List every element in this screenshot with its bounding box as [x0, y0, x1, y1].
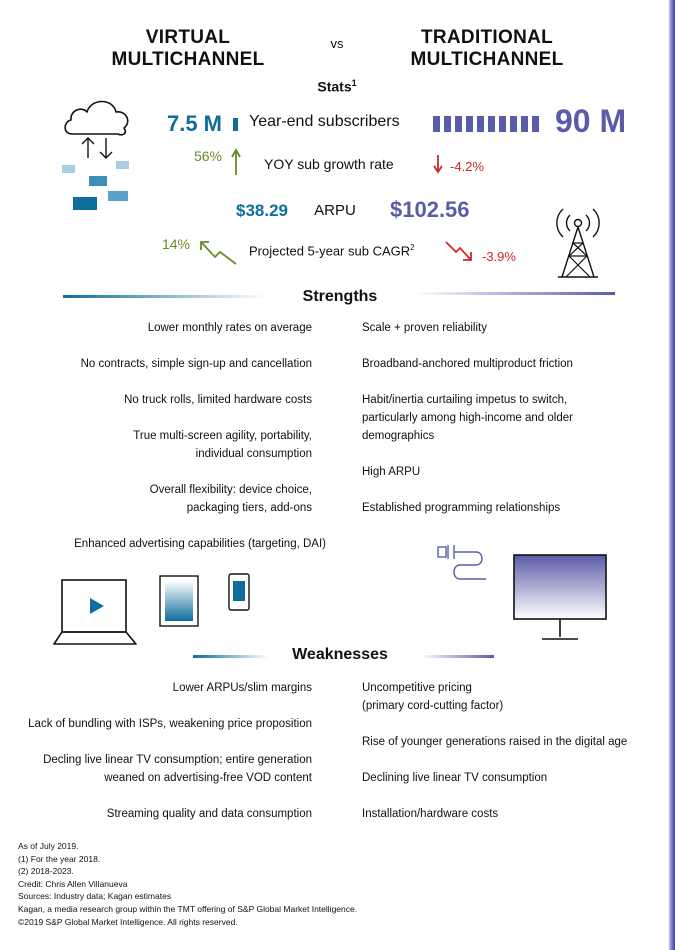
- right-edge-stripe: [668, 0, 675, 950]
- strength-virtual-5-line2: packaging tiers, add-ons: [186, 502, 312, 514]
- zigzag-up-arrow-icon: [198, 238, 238, 266]
- stats-title-text: Stats: [317, 78, 352, 95]
- strength-traditional-4: [362, 463, 420, 481]
- footer-line-4: Credit: Chris Allen Villanueva: [18, 878, 128, 889]
- down-arrow-icon: [432, 154, 444, 174]
- strength-virtual-3-line: No truck rolls, limited hardware costs: [124, 394, 312, 406]
- strengths-left-rule: [63, 295, 267, 298]
- strength-virtual-1-line: Lower monthly rates on average: [147, 322, 312, 334]
- virtual-heading-line1: VIRTUAL: [145, 27, 231, 48]
- virtual-heading: [88, 27, 288, 71]
- virtual-heading-line2: MULTICHANNEL: [111, 49, 265, 70]
- strength-virtual-1: [148, 319, 312, 337]
- traditional-heading-line1: TRADITIONAL: [420, 27, 554, 48]
- weaknesses-left-rule: [193, 655, 269, 658]
- strength-virtual-4: [133, 427, 312, 463]
- strength-traditional-3-line2: particularly among high-income and older: [362, 412, 573, 424]
- weakness-virtual-3-line2: weaned on advertising-free VOD content: [104, 772, 312, 784]
- weakness-traditional-3-line: Declining live linear TV consumption: [362, 772, 548, 784]
- strength-traditional-5: [362, 499, 560, 517]
- weakness-traditional-2-line: Rise of younger generations raised in the digital age: [362, 736, 628, 748]
- strength-traditional-4-line: High ARPU: [362, 466, 421, 478]
- weakness-traditional-4-line: Installation/hardware costs: [362, 808, 499, 820]
- strength-traditional-1-line: Scale + proven reliability: [362, 322, 487, 334]
- weakness-traditional-3: [362, 769, 547, 787]
- strength-traditional-5-line: Established programming relationships: [362, 502, 561, 514]
- growth-label: YOY sub growth rate: [264, 156, 394, 172]
- weakness-virtual-2-line: Lack of bundling with ISPs, weakening price proposition: [28, 718, 312, 730]
- weakness-traditional-1-line2: (primary cord-cutting factor): [362, 700, 504, 712]
- upload-download-arrows-icon: [82, 138, 112, 158]
- strength-traditional-3: [362, 391, 573, 445]
- cagr-label-text: Projected 5-year sub CAGR: [249, 243, 411, 259]
- strength-virtual-5: [150, 481, 312, 517]
- strength-virtual-5-line1: Overall flexibility: device choice,: [149, 484, 312, 496]
- weaknesses-right-rule: [420, 655, 494, 658]
- traditional-arpu: $102.56: [390, 197, 470, 222]
- strength-virtual-2: [81, 355, 312, 373]
- weakness-traditional-4: [362, 805, 498, 823]
- tv-monitor-icon: [512, 553, 608, 643]
- footer-line-7: ©2019 S&P Global Market Intelligence. All rights reserved.: [18, 916, 238, 927]
- virtual-subscribers: 7.5 M: [166, 111, 222, 136]
- strength-traditional-3-line3: demographics: [362, 430, 435, 442]
- strength-virtual-4-line1: True multi-screen agility, portability,: [133, 430, 312, 442]
- weakness-virtual-1: [173, 679, 312, 697]
- tablet-icon: [159, 575, 199, 627]
- weakness-traditional-2: [362, 733, 627, 751]
- strength-virtual-3: [124, 391, 312, 409]
- virtual-subscriber-bar: [233, 118, 238, 131]
- footer-line-3: (2) 2018-2023.: [18, 866, 74, 877]
- smartphone-icon: [228, 573, 250, 611]
- up-arrow-icon: [230, 148, 242, 176]
- footer-notes: [18, 840, 357, 928]
- zigzag-down-arrow-icon: [444, 240, 474, 264]
- arpu-label: ARPU: [314, 202, 356, 219]
- traditional-heading-line2: MULTICHANNEL: [410, 49, 564, 70]
- weakness-virtual-3-line1: Decling live linear TV consumption; entire generation: [43, 754, 312, 766]
- cagr-label: [249, 243, 415, 258]
- weakness-traditional-1: [362, 679, 503, 715]
- stats-title: [287, 78, 387, 95]
- laptop-play-icon: [52, 578, 144, 648]
- strength-virtual-6-line: Enhanced advertising capabilities (targeting, DAI): [74, 538, 326, 550]
- vs-label: vs: [330, 36, 344, 51]
- weakness-traditional-1-line1: Uncompetitive pricing: [362, 682, 472, 694]
- footer-line-5: Sources: Industry data; Kagan estimates: [18, 891, 172, 902]
- weakness-virtual-3: [43, 751, 312, 787]
- virtual-cagr: 14%: [161, 236, 190, 252]
- stats-title-footnote: 1: [351, 78, 357, 88]
- traditional-cagr: -3.9%: [482, 249, 516, 264]
- weakness-virtual-4: [107, 805, 312, 823]
- strength-traditional-2: [362, 355, 573, 373]
- cloud-icon: [58, 92, 138, 217]
- traditional-subscribers: 90 M: [555, 103, 627, 139]
- footer-line-1: As of July 2019.: [18, 841, 79, 851]
- pixel-blocks-icon: [62, 161, 129, 210]
- strength-traditional-1: [362, 319, 487, 337]
- strength-traditional-2-line: Broadband-anchored multiproduct friction: [362, 358, 573, 370]
- strength-traditional-3-line1: Habit/inertia curtailing impetus to switch,: [362, 394, 568, 406]
- cagr-label-footnote: 2: [410, 243, 415, 252]
- virtual-growth: 56%: [193, 148, 222, 164]
- weakness-virtual-2: [28, 715, 312, 733]
- virtual-arpu: $38.29: [236, 201, 288, 220]
- footer-line-6: Kagan, a media research group within the TMT offering of S&P Global Market Intelligence.: [18, 903, 358, 914]
- subscribers-label: Year-end subscribers: [249, 113, 400, 130]
- weaknesses-title: Weaknesses: [292, 646, 388, 663]
- traditional-subscriber-bars: [433, 116, 545, 132]
- strengths-title: Strengths: [302, 288, 378, 305]
- strength-virtual-4-line2: individual consumption: [195, 448, 312, 460]
- cable-plug-icon: [436, 543, 488, 585]
- strength-virtual-2-line: No contracts, simple sign-up and cancellation: [80, 358, 312, 370]
- strengths-right-rule: [415, 292, 615, 295]
- traditional-heading: [387, 27, 587, 71]
- weakness-virtual-4-line: Streaming quality and data consumption: [106, 808, 312, 820]
- traditional-growth: -4.2%: [450, 159, 484, 174]
- broadcast-tower-icon: [548, 203, 608, 279]
- strength-virtual-6: [74, 535, 326, 553]
- weakness-virtual-1-line: Lower ARPUs/slim margins: [172, 682, 312, 694]
- footer-line-2: (1) For the year 2018.: [18, 853, 101, 864]
